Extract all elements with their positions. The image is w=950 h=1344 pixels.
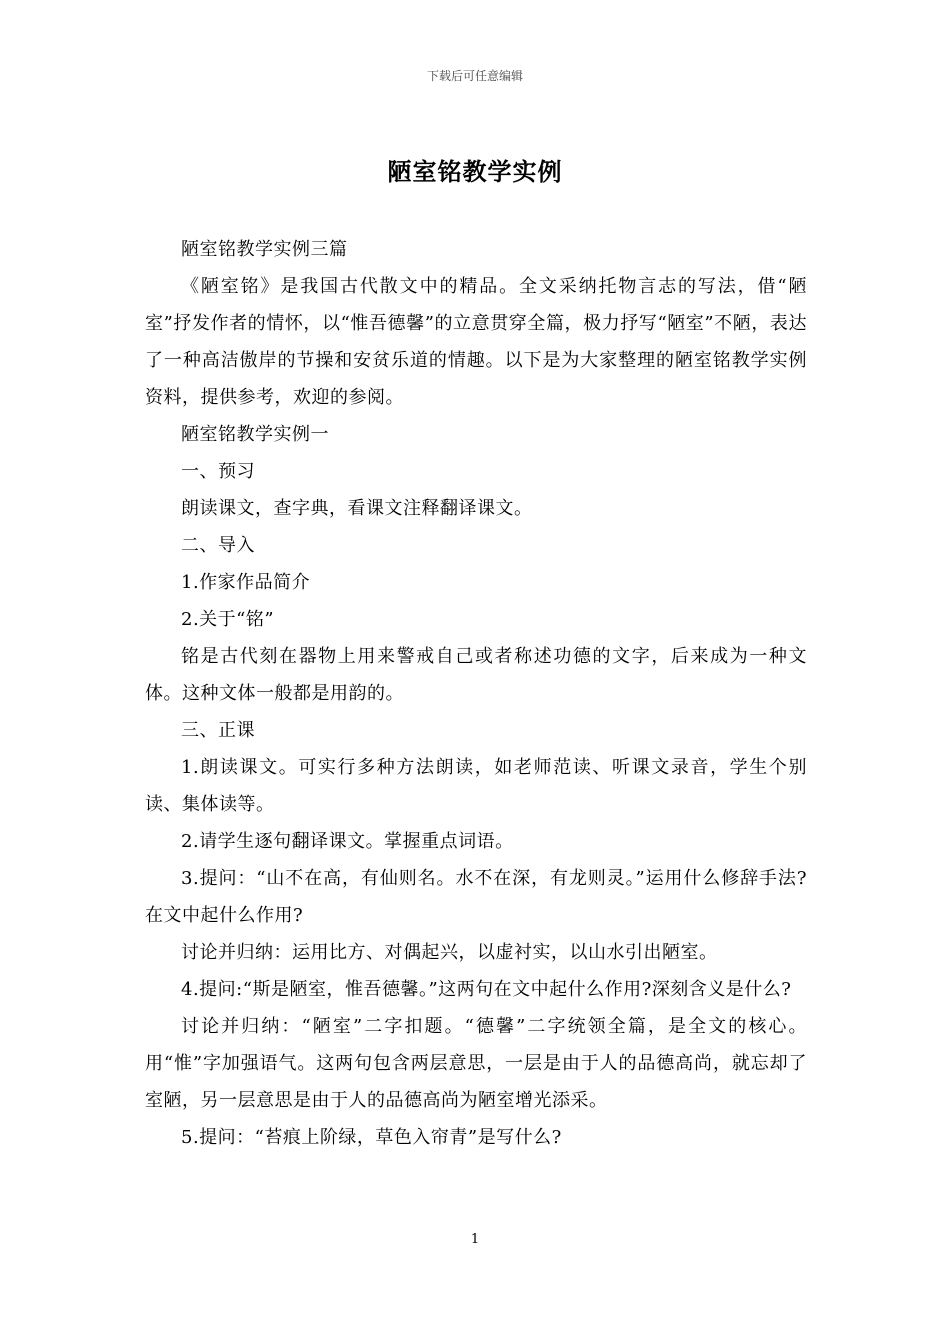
paragraph: 5.提问：“苔痕上阶绿，草色入帘青”是写什么? — [181, 1127, 562, 1148]
header-note: 下载后可任意编辑 — [426, 69, 523, 83]
paragraph: 《陋室铭》是我国古代散文中的精品。全文采纳托物言志的写法，借“陋室”抒发作者的情怀，以“惟吾德馨”的立意贯穿全篇，极力抒写“陋室”不陋，表达了一种高洁傲岸的节操和安贫乐道的情趣。以下是为大家整理的陋室铭教学实例资料，提供参考，欢迎的参阅。 — [145, 276, 807, 408]
paragraph: 三、正课 — [181, 720, 255, 741]
paragraph: 1.作家作品简介 — [181, 572, 311, 593]
paragraph: 3.提问：“山不在高，有仙则名。水不在深，有龙则灵。”运用什么修辞手法?在文中起什么作用? — [145, 868, 807, 926]
page-number: 1 — [470, 1232, 480, 1247]
paragraph: 陋室铭教学实例一 — [181, 424, 329, 445]
paragraph: 朗读课文，查字典，看课文注释翻译课文。 — [181, 498, 533, 519]
document-title: 陋室铭教学实例 — [387, 158, 563, 186]
paragraph: 2.关于“铭” — [181, 609, 275, 630]
paragraph: 4.提问:“斯是陋室，惟吾德馨。”这两句在文中起什么作用?深刻含义是什么? — [181, 979, 792, 1000]
paragraph: 2.请学生逐句翻译课文。掌握重点词语。 — [181, 831, 514, 852]
paragraph: 1.朗读课文。可实行多种方法朗读，如老师范读、听课文录音，学生个别读、集体读等。 — [145, 757, 807, 815]
paragraph: 陋室铭教学实例三篇 — [181, 239, 348, 260]
paragraph: 一、预习 — [181, 461, 255, 482]
paragraph: 铭是古代刻在器物上用来警戒自己或者称述功德的文字，后来成为一种文体。这种文体一般都是用韵的。 — [145, 646, 807, 704]
paragraph: 二、导入 — [181, 535, 255, 556]
document-body — [145, 231, 807, 1156]
paragraph: 讨论并归纳：运用比方、对偶起兴，以虚衬实，以山水引出陋室。 — [181, 942, 718, 963]
paragraph: 讨论并归纳：“陋室”二字扣题。“德馨”二字统领全篇，是全文的核心。用“惟”字加强语气。这两句包含两层意思，一层是由于人的品德高尚，就忘却了室陋，另一层意思是由于人的品德高尚为陋室增光添采。 — [145, 1016, 807, 1111]
